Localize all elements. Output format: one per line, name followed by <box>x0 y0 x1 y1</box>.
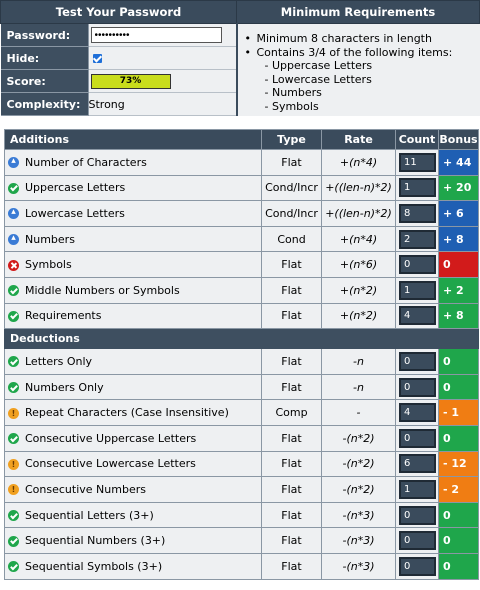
criterion-rate: -(n*2) <box>322 425 396 451</box>
table-row <box>5 252 479 278</box>
criterion-count-cell <box>396 451 439 477</box>
complexity-value: Strong <box>88 93 237 116</box>
warning-circle-icon <box>8 408 19 419</box>
criterion-type: Flat <box>262 150 322 176</box>
criterion-type: Flat <box>262 502 322 528</box>
check-circle-icon <box>8 311 19 322</box>
criterion-rate: +(n*2) <box>322 303 396 329</box>
criterion-count-cell <box>396 502 439 528</box>
criterion-count-cell <box>396 175 439 201</box>
criterion-type: Flat <box>262 425 322 451</box>
table-row <box>5 425 479 451</box>
table-row <box>5 502 479 528</box>
table-row <box>5 528 479 554</box>
criterion-name <box>5 528 262 554</box>
criterion-rate: -(n*2) <box>322 477 396 503</box>
criterion-type: Flat <box>262 528 322 554</box>
criterion-count: 0 <box>399 557 436 576</box>
table-row <box>5 150 479 176</box>
table-row <box>5 303 479 329</box>
criterion-count-cell <box>396 201 439 227</box>
column-rate: Rate <box>322 130 396 150</box>
deductions-title: Deductions <box>5 329 479 349</box>
criterion-rate: -(n*3) <box>322 553 396 579</box>
criterion-type: Cond/Incr <box>262 201 322 227</box>
criterion-rate: -(n*3) <box>322 528 396 554</box>
table-row <box>5 349 479 375</box>
table-row <box>5 374 479 400</box>
table-row <box>5 553 479 579</box>
criterion-rate: -(n*3) <box>322 502 396 528</box>
criterion-label: Sequential Numbers (3+) <box>25 534 166 548</box>
criterion-type: Flat <box>262 477 322 503</box>
hide-cell <box>88 47 237 70</box>
check-circle-icon <box>8 561 19 572</box>
criterion-type: Flat <box>262 553 322 579</box>
criterion-bonus: - 12 <box>439 451 479 477</box>
criterion-count: 4 <box>399 306 436 325</box>
score-cell <box>88 70 237 93</box>
criterion-count-cell <box>396 400 439 426</box>
criterion-bonus: 0 <box>439 425 479 451</box>
requirement-subitem: - Lowercase Letters <box>264 72 372 86</box>
score-bar: 73% <box>91 74 171 89</box>
up-arrow-circle-icon <box>8 208 19 219</box>
check-circle-icon <box>8 382 19 393</box>
x-circle-icon <box>8 260 19 271</box>
hide-checkbox[interactable] <box>93 54 102 63</box>
check-circle-icon <box>8 183 19 194</box>
warning-circle-icon <box>8 459 19 470</box>
criterion-label: Repeat Characters (Case Insensitive) <box>25 406 229 420</box>
additions-body <box>5 150 479 329</box>
criterion-count-cell <box>396 226 439 252</box>
table-row <box>5 477 479 503</box>
test-title: Test Your Password <box>1 1 237 24</box>
requirement-subitem: - Symbols <box>264 99 319 113</box>
criterion-bonus: + 20 <box>439 175 479 201</box>
column-type: Type <box>262 130 322 150</box>
score-breakdown-table <box>4 129 479 580</box>
deductions-section <box>5 329 479 349</box>
criterion-count: 1 <box>399 281 436 300</box>
requirements-title: Minimum Requirements <box>237 1 480 24</box>
requirement-subitem: - Uppercase Letters <box>264 59 373 73</box>
check-circle-icon <box>8 510 19 521</box>
check-circle-icon <box>8 536 19 547</box>
criterion-count: 8 <box>399 204 436 223</box>
criterion-count-cell <box>396 252 439 278</box>
criterion-count: 0 <box>399 378 436 397</box>
criterion-type: Flat <box>262 303 322 329</box>
criterion-name <box>5 201 262 227</box>
criterion-count-cell <box>396 277 439 303</box>
criterion-name <box>5 553 262 579</box>
table-row <box>5 400 479 426</box>
criterion-count: 6 <box>399 454 436 473</box>
criterion-count-cell <box>396 303 439 329</box>
criterion-count: 1 <box>399 178 436 197</box>
criterion-bonus: + 8 <box>439 303 479 329</box>
criterion-label: Consecutive Lowercase Letters <box>25 457 196 471</box>
criterion-name <box>5 451 262 477</box>
criterion-count-cell <box>396 425 439 451</box>
criterion-label: Sequential Letters (3+) <box>25 508 154 522</box>
password-test-panel <box>0 0 480 116</box>
criterion-rate: +(n*2) <box>322 277 396 303</box>
criterion-count: 0 <box>399 352 436 371</box>
warning-circle-icon <box>8 484 19 495</box>
deductions-body <box>5 349 479 579</box>
criterion-name <box>5 374 262 400</box>
criterion-bonus: 0 <box>439 252 479 278</box>
table-row <box>5 451 479 477</box>
criterion-rate: +((len-n)*2) <box>322 175 396 201</box>
criterion-name <box>5 175 262 201</box>
complexity-label: Complexity: <box>1 93 89 116</box>
criterion-name <box>5 150 262 176</box>
check-circle-icon <box>8 356 19 367</box>
criterion-label: Uppercase Letters <box>25 181 126 195</box>
password-cell <box>88 24 237 47</box>
criterion-label: Symbols <box>25 258 72 272</box>
criterion-rate: +((len-n)*2) <box>322 201 396 227</box>
criterion-rate: -n <box>322 374 396 400</box>
criterion-rate: -n <box>322 349 396 375</box>
criterion-label: Consecutive Uppercase Letters <box>25 431 197 445</box>
criterion-bonus: - 2 <box>439 477 479 503</box>
requirements-list <box>237 24 480 116</box>
table-row <box>5 201 479 227</box>
criterion-label: Middle Numbers or Symbols <box>25 283 180 297</box>
criterion-name <box>5 277 262 303</box>
criterion-count: 0 <box>399 506 436 525</box>
up-arrow-circle-icon <box>8 157 19 168</box>
criterion-rate: -(n*2) <box>322 451 396 477</box>
criterion-bonus: + 6 <box>439 201 479 227</box>
criterion-label: Numbers <box>25 232 75 246</box>
criterion-count-cell <box>396 528 439 554</box>
criterion-bonus: 0 <box>439 374 479 400</box>
password-input[interactable] <box>91 27 222 43</box>
criterion-bonus: + 8 <box>439 226 479 252</box>
criterion-label: Requirements <box>25 309 102 323</box>
table-row <box>5 277 479 303</box>
password-label: Password: <box>1 24 89 47</box>
criterion-name <box>5 477 262 503</box>
criterion-bonus: 0 <box>439 553 479 579</box>
criterion-type: Flat <box>262 374 322 400</box>
score-label: Score: <box>1 70 89 93</box>
criterion-count: 1 <box>399 480 436 499</box>
criterion-label: Letters Only <box>25 354 93 368</box>
table-row <box>5 226 479 252</box>
criterion-type: Flat <box>262 252 322 278</box>
criterion-count: 0 <box>399 429 436 448</box>
criterion-type: Cond <box>262 226 322 252</box>
criterion-count-cell <box>396 477 439 503</box>
criterion-name <box>5 303 262 329</box>
criterion-count: 4 <box>399 403 436 422</box>
criterion-bonus: + 2 <box>439 277 479 303</box>
criterion-label: Numbers Only <box>25 380 104 394</box>
criterion-count-cell <box>396 374 439 400</box>
column-count: Count <box>396 130 439 150</box>
criterion-type: Flat <box>262 277 322 303</box>
criterion-name <box>5 226 262 252</box>
criterion-rate: +(n*4) <box>322 226 396 252</box>
criterion-rate: +(n*4) <box>322 150 396 176</box>
criterion-label: Lowercase Letters <box>25 206 125 220</box>
criterion-name <box>5 502 262 528</box>
criterion-bonus: 0 <box>439 502 479 528</box>
check-circle-icon <box>8 285 19 296</box>
criterion-count-cell <box>396 150 439 176</box>
criterion-count: 2 <box>399 230 436 249</box>
criterion-count: 0 <box>399 531 436 550</box>
up-arrow-circle-icon <box>8 234 19 245</box>
criterion-label: Sequential Symbols (3+) <box>25 559 163 573</box>
criterion-count-cell <box>396 349 439 375</box>
criterion-name <box>5 425 262 451</box>
criterion-count-cell <box>396 553 439 579</box>
requirement-item: • Contains 3/4 of the following items: <box>257 46 480 60</box>
criterion-count: 0 <box>399 255 436 274</box>
column-additions: Additions <box>5 130 262 150</box>
hide-label: Hide: <box>1 47 89 70</box>
requirement-item: • Minimum 8 characters in length <box>257 32 480 46</box>
criterion-name <box>5 349 262 375</box>
criterion-name <box>5 400 262 426</box>
criterion-rate: - <box>322 400 396 426</box>
criterion-type: Flat <box>262 349 322 375</box>
column-bonus: Bonus <box>439 130 479 150</box>
criterion-name <box>5 252 262 278</box>
criterion-count: 11 <box>399 153 436 172</box>
criterion-bonus: 0 <box>439 349 479 375</box>
criterion-label: Number of Characters <box>25 155 147 169</box>
criterion-label: Consecutive Numbers <box>25 482 146 496</box>
criterion-bonus: - 1 <box>439 400 479 426</box>
criterion-type: Flat <box>262 451 322 477</box>
criterion-type: Cond/Incr <box>262 175 322 201</box>
criterion-bonus: + 44 <box>439 150 479 176</box>
table-row <box>5 175 479 201</box>
criterion-rate: +(n*6) <box>322 252 396 278</box>
requirement-subitem: - Numbers <box>264 86 322 100</box>
check-circle-icon <box>8 433 19 444</box>
criterion-bonus: 0 <box>439 528 479 554</box>
criterion-type: Comp <box>262 400 322 426</box>
